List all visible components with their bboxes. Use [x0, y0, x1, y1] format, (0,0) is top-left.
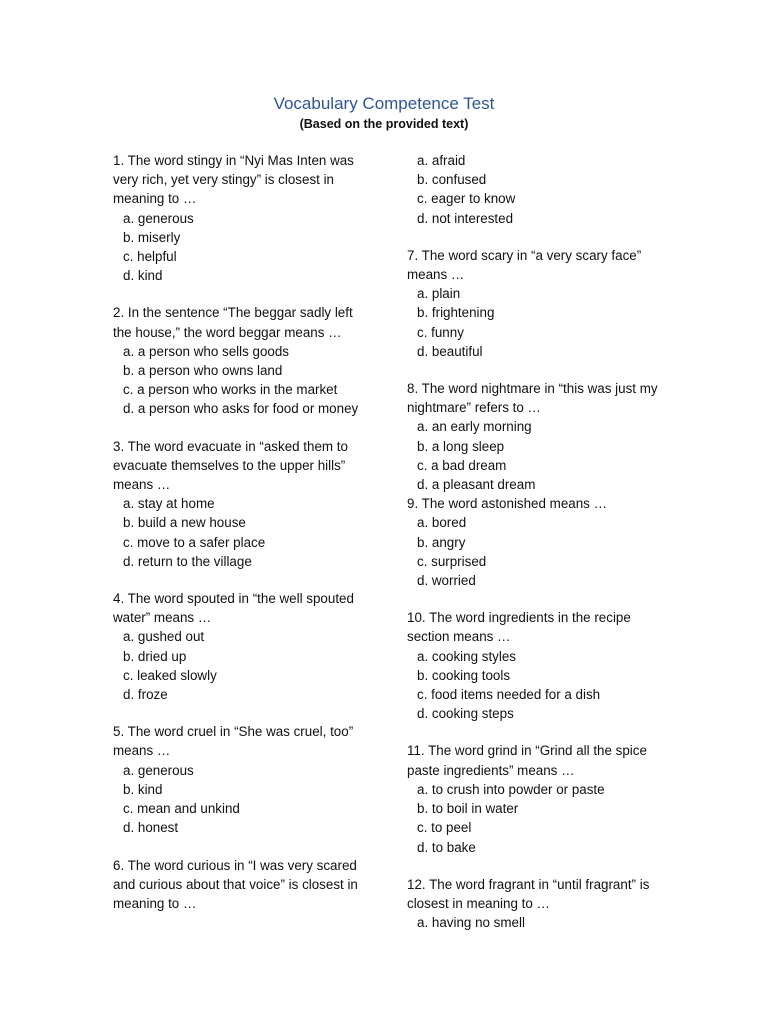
answer-option: c. funny — [417, 324, 464, 340]
answer-option: b. build a new house — [123, 515, 246, 531]
answer-option: b. confused — [417, 172, 487, 188]
answer-option: a. an early morning — [417, 419, 532, 435]
answer-option: a. bored — [417, 515, 467, 531]
question-block — [407, 151, 667, 228]
answer-option: a. having no smell — [417, 915, 525, 931]
answer-option: b. miserly — [123, 229, 181, 245]
question-block — [113, 303, 373, 418]
answer-option: d. return to the village — [123, 553, 252, 569]
answer-option: c. helpful — [123, 249, 177, 265]
answer-option: a. afraid — [417, 153, 466, 168]
answer-option: d. a pleasant dream — [417, 477, 536, 493]
answer-option: c. move to a safer place — [123, 534, 266, 550]
question-block — [407, 246, 667, 361]
question-stem: 7. The word scary in “a very scary face” means … — [407, 247, 642, 283]
question-block — [407, 608, 667, 723]
answer-option: b. dried up — [123, 648, 187, 664]
question-stem: 12. The word fragrant in “until fragrant” is closest in meaning to … — [407, 876, 650, 911]
right-column — [407, 151, 667, 950]
question-stem: 3. The word evacuate in “asked them to evacuate themselves to the upper hills” means … — [113, 438, 348, 493]
page-subtitle: (Based on the provided text) — [299, 117, 469, 131]
question-block — [407, 494, 667, 590]
answer-option: d. honest — [123, 820, 179, 836]
question-stem: 8. The word nightmare in “this was just my nightmare” refers to … — [407, 381, 658, 416]
question-block — [113, 151, 373, 285]
question-stem: 11. The word grind in “Grind all the spice paste ingredients” means … — [407, 743, 647, 778]
answer-option: a. generous — [123, 210, 194, 226]
answer-option: d. kind — [123, 268, 163, 284]
left-column — [113, 151, 373, 931]
question-stem: 6. The word curious in “I was very scared and curious about that voice” is closest in meaning to … — [113, 857, 358, 911]
answer-option: b. frightening — [417, 305, 495, 321]
answer-option: b. a long sleep — [417, 438, 505, 454]
answer-option: a. generous — [123, 762, 194, 778]
answer-option: a. plain — [417, 286, 461, 302]
answer-option: d. cooking steps — [417, 706, 514, 722]
answer-option: b. angry — [417, 534, 466, 550]
question-block — [407, 741, 667, 856]
answer-option: b. a person who owns land — [123, 363, 283, 379]
question-block — [407, 875, 667, 933]
answer-option: b. cooking tools — [417, 667, 511, 683]
question-block — [113, 856, 373, 914]
question-block — [113, 722, 373, 837]
answer-option: d. worried — [417, 573, 476, 589]
answer-option: b. to boil in water — [417, 801, 519, 817]
question-block — [113, 589, 373, 704]
answer-option: d. not interested — [417, 210, 514, 226]
answer-option: d. a person who asks for food or money — [123, 401, 359, 417]
question-block — [113, 437, 373, 571]
answer-option: c. surprised — [417, 553, 487, 569]
answer-option: a. a person who sells goods — [123, 343, 289, 359]
answer-option: a. cooking styles — [417, 648, 516, 664]
question-stem: 2. In the sentence “The beggar sadly left the house,” the word beggar means … — [113, 305, 353, 340]
answer-option: d. froze — [123, 687, 168, 703]
page-title: Vocabulary Competence Test — [273, 94, 495, 113]
answer-option: d. beautiful — [417, 343, 483, 359]
question-stem: 9. The word astonished means … — [407, 496, 607, 512]
answer-option: c. eager to know — [417, 191, 516, 207]
answer-option: c. a bad dream — [417, 457, 507, 473]
question-stem: 10. The word ingredients in the recipe section means … — [407, 610, 631, 645]
answer-option: c. to peel — [417, 820, 472, 836]
answer-option: c. leaked slowly — [123, 667, 217, 683]
answer-option: d. to bake — [417, 839, 476, 855]
question-stem: 4. The word spouted in “the well spouted water” means … — [113, 591, 354, 626]
answer-option: a. to crush into powder or paste — [417, 781, 605, 797]
question-block — [407, 379, 667, 494]
answer-option: c. a person who works in the market — [123, 382, 338, 398]
answer-option: a. stay at home — [123, 496, 215, 512]
question-stem: 5. The word cruel in “She was cruel, too” means … — [113, 724, 354, 759]
question-stem: 1. The word stingy in “Nyi Mas Inten was very rich, yet very stingy” is closest in meaning to … — [113, 153, 354, 207]
answer-option: b. kind — [123, 781, 163, 797]
answer-option: a. gushed out — [123, 629, 205, 645]
answer-option: c. food items needed for a dish — [417, 687, 601, 703]
answer-option: c. mean and unkind — [123, 801, 240, 817]
